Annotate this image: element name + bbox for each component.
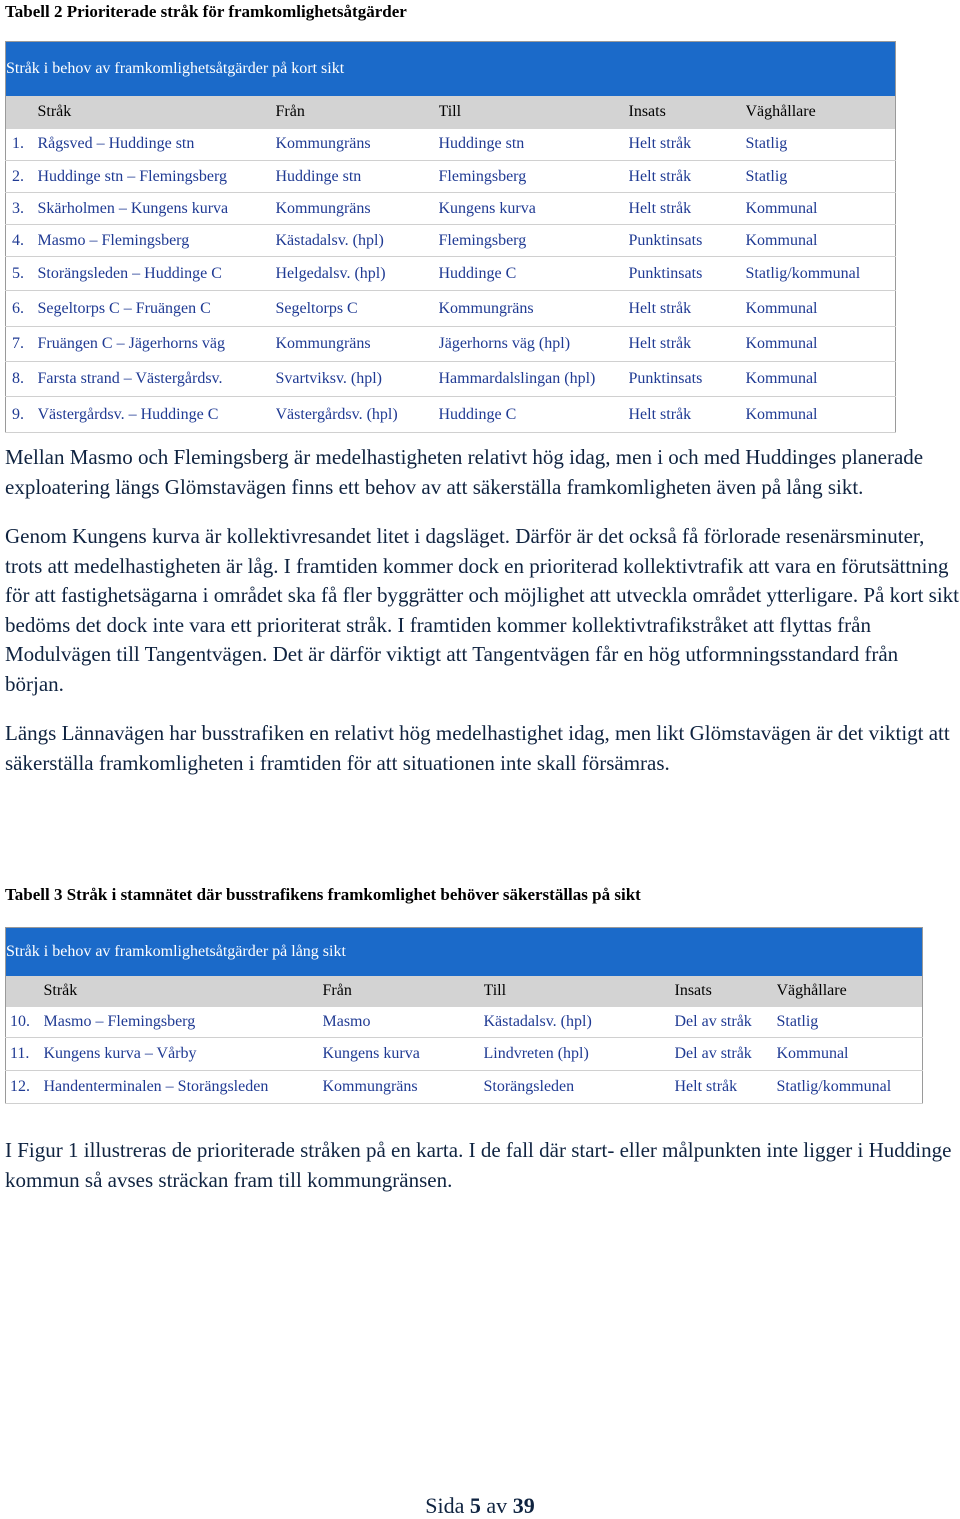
- table-cell: Farsta strand – Västergårdsv.: [38, 362, 276, 397]
- table-cell: Helt stråk: [629, 397, 746, 433]
- paragraph: Mellan Masmo och Flemingsberg är medelhastigheten relativt hög idag, men i och med Huddinges planerade exploatering längs Glömstavägen finns ett behov av att säkerställa framkomligheten även på lång sikt.: [5, 445, 924, 499]
- table2-header-row: [6, 96, 896, 129]
- table-cell: Kommungräns: [276, 327, 439, 362]
- table-cell: Huddinge stn – Flemingsberg: [38, 161, 276, 193]
- table-cell: Storängsleden: [484, 1071, 675, 1104]
- table-cell: Huddinge stn: [276, 161, 439, 193]
- table-cell: Helt stråk: [675, 1071, 777, 1104]
- body-text-1: [5, 443, 960, 778]
- table2-caption: Tabell 2 Prioriterade stråk för framkomlighetsåtgärder: [5, 2, 407, 21]
- table-cell: Helgedalsv. (hpl): [276, 257, 439, 291]
- table2-header-cell: Väghållare: [746, 96, 896, 129]
- table-cell: Punktinsats: [629, 362, 746, 397]
- table-cell: Statlig: [777, 1007, 923, 1038]
- table-cell: 10.: [6, 1007, 44, 1038]
- table-cell: Handenterminalen – Storängsleden: [44, 1071, 323, 1104]
- table-cell: Helt stråk: [629, 193, 746, 225]
- table-row: [6, 397, 896, 433]
- table-cell: 4.: [6, 225, 38, 257]
- body-text-2: [5, 1136, 960, 1195]
- table-cell: 1.: [6, 129, 38, 161]
- table3-header-cell: Insats: [675, 976, 777, 1007]
- table-row: [6, 1007, 923, 1038]
- table-cell: Kommunal: [746, 397, 896, 433]
- table-cell: Statlig: [746, 129, 896, 161]
- table-cell: Statlig: [746, 161, 896, 193]
- table-row: [6, 193, 896, 225]
- table2-header-cell: Stråk: [38, 96, 276, 129]
- table-cell: Kästadalsv. (hpl): [484, 1007, 675, 1038]
- paragraph: I Figur 1 illustreras de prioriterade stråken på en karta. I de fall där start- eller målpunkten inte ligger i Huddinge kommun så avses sträckan fram till kommungränsen.: [5, 1138, 952, 1192]
- table-cell: 9.: [6, 397, 38, 433]
- table-cell: Svartviksv. (hpl): [276, 362, 439, 397]
- table-cell: Del av stråk: [675, 1007, 777, 1038]
- table-cell: Kommungräns: [439, 291, 629, 327]
- table-row: [6, 291, 896, 327]
- table-cell: Kommunal: [777, 1038, 923, 1071]
- table3-header-cell: Till: [484, 976, 675, 1007]
- table-cell: Flemingsberg: [439, 225, 629, 257]
- table-cell: Helt stråk: [629, 161, 746, 193]
- table-row: [6, 257, 896, 291]
- table2: [5, 41, 896, 433]
- table-row: [6, 327, 896, 362]
- table-cell: Del av stråk: [675, 1038, 777, 1071]
- table-cell: Skärholmen – Kungens kurva: [38, 193, 276, 225]
- table-cell: 11.: [6, 1038, 44, 1071]
- paragraph: Genom Kungens kurva är kollektivresandet litet i dagsläget. Därför är det också få förlorade resenärsminuter, trots att medelhastigheten är låg. I framtiden kommer dock en prioriterad kollektivtrafik att vara en förutsättning för att fastighetsägarna i området ska få fler byggrätter och möjlighet att utveckla området ytterligare. På kort sikt bedöms det dock inte vara ett prioriterat stråk. I framtiden kommer kollektivtrafikstråket att flyttas från Modulvägen till Tangentvägen. Det är därför viktigt att Tangentvägen får en hög utformningsstandard från början.: [5, 524, 959, 696]
- table-cell: Storängsleden – Huddinge C: [38, 257, 276, 291]
- table-cell: 7.: [6, 327, 38, 362]
- table-row: [6, 129, 896, 161]
- table-cell: 5.: [6, 257, 38, 291]
- table-cell: Masmo – Flemingsberg: [38, 225, 276, 257]
- paragraph: Längs Lännavägen har busstrafiken en relativt hög medelhastighet idag, men likt Glömstavägen är det viktigt att säkerställa framkomligheten i framtiden för att situationen inte skall försämras.: [5, 721, 950, 775]
- table-cell: Flemingsberg: [439, 161, 629, 193]
- table-cell: Kommunal: [746, 291, 896, 327]
- table-cell: Segeltorps C: [276, 291, 439, 327]
- table3-title: Stråk i behov av framkomlighetsåtgärder på lång sikt: [6, 928, 923, 976]
- table-cell: Helt stråk: [629, 291, 746, 327]
- table2-title: Stråk i behov av framkomlighetsåtgärder på kort sikt: [6, 42, 896, 96]
- table-cell: Kommunal: [746, 327, 896, 362]
- table-cell: 3.: [6, 193, 38, 225]
- table-row: [6, 1038, 923, 1071]
- table-cell: Punktinsats: [629, 257, 746, 291]
- table2-header-cell: Från: [276, 96, 439, 129]
- table-cell: Hammardalslingan (hpl): [439, 362, 629, 397]
- table2-header-cell: Insats: [629, 96, 746, 129]
- table-cell: Kungens kurva – Vårby: [44, 1038, 323, 1071]
- table3-header-cell: Från: [323, 976, 484, 1007]
- table-cell: Jägerhorns väg (hpl): [439, 327, 629, 362]
- table-cell: Kommungräns: [323, 1071, 484, 1104]
- table-cell: Kästadalsv. (hpl): [276, 225, 439, 257]
- footer-page-number: 5: [469, 1493, 481, 1518]
- table-cell: Fruängen C – Jägerhorns väg: [38, 327, 276, 362]
- table-cell: Statlig/kommunal: [777, 1071, 923, 1104]
- table-cell: Kommunal: [746, 362, 896, 397]
- table-cell: Västergårdsv. (hpl): [276, 397, 439, 433]
- table-row: [6, 362, 896, 397]
- table-cell: Helt stråk: [629, 327, 746, 362]
- table-cell: 2.: [6, 161, 38, 193]
- table-row: [6, 161, 896, 193]
- table-cell: Masmo: [323, 1007, 484, 1038]
- table-cell: Masmo – Flemingsberg: [44, 1007, 323, 1038]
- table-cell: Punktinsats: [629, 225, 746, 257]
- table-cell: Huddinge stn: [439, 129, 629, 161]
- table3: [5, 927, 923, 1104]
- table-cell: Kungens kurva: [323, 1038, 484, 1071]
- table-cell: Huddinge C: [439, 257, 629, 291]
- table-cell: Västergårdsv. – Huddinge C: [38, 397, 276, 433]
- page-footer: [0, 1493, 960, 1519]
- table2-header-cell: Till: [439, 96, 629, 129]
- table-row: [6, 225, 896, 257]
- table-cell: Kommunal: [746, 193, 896, 225]
- table-cell: 6.: [6, 291, 38, 327]
- table-cell: Statlig/kommunal: [746, 257, 896, 291]
- table3-header-cell: Väghållare: [777, 976, 923, 1007]
- table-cell: Lindvreten (hpl): [484, 1038, 675, 1071]
- table-cell: Kommungräns: [276, 129, 439, 161]
- table-cell: Kungens kurva: [439, 193, 629, 225]
- table-cell: Kommungräns: [276, 193, 439, 225]
- table3-header-row: [6, 976, 923, 1007]
- table-cell: Rågsved – Huddinge stn: [38, 129, 276, 161]
- table-cell: 12.: [6, 1071, 44, 1104]
- table-cell: Helt stråk: [629, 129, 746, 161]
- footer-prefix: Sida: [425, 1493, 465, 1518]
- footer-page-total: 39: [512, 1493, 535, 1518]
- table-cell: Kommunal: [746, 225, 896, 257]
- table-cell: Huddinge C: [439, 397, 629, 433]
- table-cell: Segeltorps C – Fruängen C: [38, 291, 276, 327]
- footer-middle: av: [486, 1493, 508, 1518]
- table3-header-cell: Stråk: [44, 976, 323, 1007]
- table3-caption: Tabell 3 Stråk i stamnätet där busstrafikens framkomlighet behöver säkerställas på sikt: [5, 885, 641, 904]
- table-row: [6, 1071, 923, 1104]
- table-cell: 8.: [6, 362, 38, 397]
